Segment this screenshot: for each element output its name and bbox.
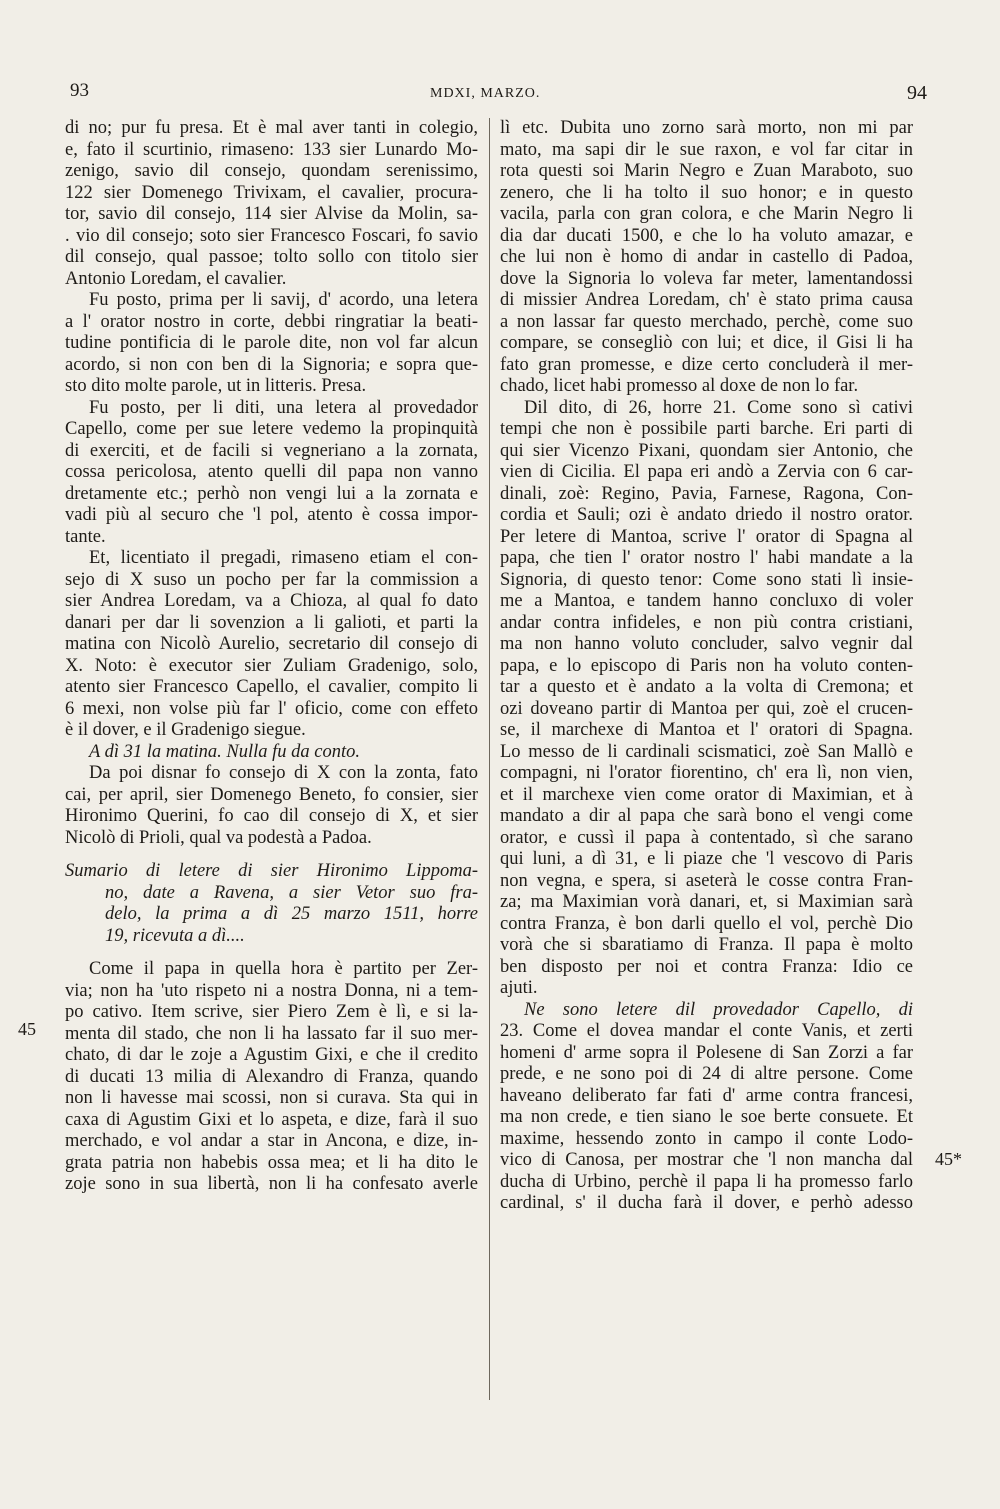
- margin-note-left: 45: [18, 1019, 36, 1039]
- text-line: di missier Andrea Loredam, ch' è stato prima causa: [500, 290, 913, 310]
- text-line: orator, e cussì il papa à contentado, sì che sarano: [500, 827, 913, 848]
- text-line: chado, licet habi promesso al doxe de non lo far.: [500, 376, 859, 396]
- text-line: 6 mexi, non volse più far l' oficio, come con effeto: [65, 698, 478, 719]
- text-line: acordo, si non con ben di la Signoria; e sopra que-: [65, 354, 478, 375]
- right-column: [500, 118, 913, 1215]
- text-line: cossa pericolosa, atento quelli dil papa non vanno: [65, 462, 478, 482]
- text-line: menta dil stado, che non li ha lassato far il suo mer-: [65, 1023, 478, 1044]
- text-line: contra Franza, è bon darli quello el vol, perchè Dio: [500, 913, 913, 934]
- text-line: Dil dito, di 26, horre 21. Come sono sì cativi: [524, 397, 913, 418]
- text-line: rota questi soi Marin Negro e Zuan Maraboto, suo: [500, 161, 913, 181]
- text-line: grata patria non habebis ossa mea; et li ha dito le: [65, 1152, 478, 1173]
- text-line: che lui non è homo di andar in castello di Padoa,: [500, 247, 913, 267]
- text-line: tempi che non è possibile parti barche. Eri parti di: [500, 419, 913, 439]
- section-heading-line: 19, ricevuta a dì....: [105, 925, 245, 946]
- text-line: zoje sono in sua libertà, non li ha confesato averle: [65, 1174, 478, 1194]
- text-line: zenero, che li ha tolto il suo honor; e in questo: [500, 182, 913, 203]
- text-line: vacila, parla con gran colora, e che Marin Negro li: [500, 204, 913, 224]
- text-line: tante.: [65, 526, 106, 547]
- text-line: haveano deliberato far fati d' arme contra francesi,: [500, 1085, 913, 1106]
- text-line: matina con Nicolò Aurelio, secretario dil consejo di: [65, 634, 478, 654]
- text-line: Hironimo Querini, fo cao dil consejo di X, et sier: [65, 806, 478, 826]
- text-line: dove la Signoria lo voleva far meter, lamentandossi: [500, 268, 913, 289]
- text-line: cai, per april, sier Domenego Beneto, fo consier, sier: [65, 784, 478, 805]
- text-line: dretamente etc.; perhò non vengi lui a la zornata e: [65, 483, 478, 504]
- text-line: caxa di Agustim Gixi et lo aspeta, e dize, farà il suo: [65, 1109, 478, 1130]
- text-line: . vio dil consejo; soto sier Francesco Foscari, fo savio: [65, 225, 478, 246]
- text-line: se, il marchexe di Mantoa et l' oratori di Spagna.: [500, 720, 913, 740]
- text-line: di no; pur fu presa. Et è mal aver tanti in colegio,: [65, 118, 478, 138]
- text-line: ma non hanno voluto concluder, salvo vegnir dal: [500, 634, 913, 654]
- text-line: vico di Canosa, per mostrar che 'l non mancha dal: [500, 1150, 913, 1170]
- text-line: ma non crede, e tien siano le soe berte consuete. Et: [500, 1107, 913, 1127]
- left-page-number: 93: [70, 80, 89, 101]
- text-line: po cativo. Item scrive, sier Piero Zem è lì, e si la-: [65, 1002, 478, 1022]
- text-line: mato, ma sapi dir le sue raxon, e vol far citar in: [500, 139, 913, 160]
- text-line: merchado, e vol andar a star in Ancona, e dize, in-: [65, 1131, 478, 1151]
- text-line: papa, e lo episcopo di Paris non ha voluto conten-: [500, 655, 913, 676]
- text-line: sejo di X suso un pocho per far la commission a: [65, 569, 478, 590]
- text-line: tar a questo et è andato a la volta di Cremona; et: [500, 677, 913, 697]
- text-line: Capello, come per sue letere vedemo la propinquità: [65, 419, 478, 439]
- text-line: atento sier Francesco Capello, el cavalier, compito li: [65, 677, 478, 697]
- text-line: 23. Come el dovea mandar el conte Vanis, et zerti: [500, 1021, 913, 1041]
- text-line: zenigo, savio dil consejo, quondam serenissimo,: [65, 161, 478, 181]
- text-line: cordia et Sauli; ozi è andato driedo il nostro orator.: [500, 505, 913, 525]
- text-line: lì etc. Dubita uno zorno sarà morto, non mi par: [500, 118, 913, 138]
- text-line: X. Noto: è executor sier Zuliam Gradenigo, solo,: [65, 655, 478, 676]
- text-line: ozi doveano partir di Mantoa per qui, zoè el crucen-: [500, 698, 913, 719]
- section-heading-line: no, date a Ravena, a sier Vetor suo fra-: [105, 882, 478, 903]
- text-line: sier Andrea Loredam, va a Chioza, al qual fo dato: [65, 591, 478, 611]
- text-line: Come il papa in quella hora è partito per Zer-: [89, 959, 478, 979]
- text-line: dil consejo, qual passoe; tolto sollo con titolo sier: [65, 247, 478, 267]
- margin-note-right: 45*: [935, 1149, 962, 1169]
- text-line: e, fato il scurtinio, rimaseno: 133 sier Lunardo Mo-: [65, 139, 478, 160]
- text-line: è il dover, e il Gradenigo siegue.: [65, 720, 306, 740]
- text-line: homeni d' arme sopra il Polesene di San Zorzi a far: [500, 1042, 913, 1063]
- section-heading-line: Ne sono letere dil provedador Capello, di: [524, 999, 913, 1020]
- text-line: Per letere di Mantoa, scrive l' orator di Spagna al: [500, 526, 913, 547]
- text-line: vorà che si sbaratiamo di Franza. Il papa è molto: [500, 935, 913, 955]
- text-line: cardinal, s' il ducha farà il dover, e perhò adesso: [500, 1193, 913, 1213]
- text-line: a l' orator nostro in corte, debbi ringratiar la beati-: [65, 311, 478, 332]
- text-line: Antonio Loredam, el cavalier.: [65, 268, 287, 289]
- text-line: via; non ha 'uto rispeto ni a nostra Donna, ni a tem-: [65, 980, 478, 1001]
- text-line: dia dar ducati 1500, e che lo ha voluto amazar, e: [500, 225, 913, 246]
- text-line: Fu posto, prima per li savij, d' acordo, una letera: [89, 290, 478, 310]
- text-line: non vegna, e spera, si aseterà le cosse contra Fran-: [500, 870, 913, 891]
- text-line: Et, licentiato il pregadi, rimaseno etiam el con-: [89, 548, 478, 568]
- text-line: qui luni, a dì 31, e li piaze che 'l vescovo di Paris: [500, 849, 913, 869]
- text-line: tor, savio dil consejo, 114 sier Alvise da Molin, sa-: [65, 204, 478, 224]
- text-line: Signoria, di questo tenor: Come sono stati lì insie-: [500, 569, 913, 590]
- section-heading-line: delo, la prima a dì 25 marzo 1511, horre: [105, 904, 478, 924]
- text-line: tudine pontificia di le parole dite, non vol far alcun: [65, 333, 478, 353]
- text-line: non li havesse mai scossi, non si curava. Sta qui in: [65, 1088, 478, 1108]
- text-line: dinali, zoè: Regino, Pavia, Farnese, Ragona, Con-: [500, 483, 913, 504]
- text-line: compare, se consegliò con lui; et dice, il Gisi li ha: [500, 333, 913, 353]
- text-line: danari per dar li sovenzion a li galioti, et parti la: [65, 612, 478, 633]
- text-line: ben disposto per noi et contra Franza: Idio ce: [500, 956, 913, 977]
- text-line: Fu posto, per li diti, una letera al provedador: [89, 397, 478, 418]
- text-line: 122 sier Domenego Trivixam, el cavalier, procura-: [65, 182, 478, 203]
- section-heading-line: Sumario di letere di sier Hironimo Lippoma-: [65, 861, 478, 881]
- column-divider: [489, 118, 490, 1400]
- text-line: di ducati 13 milia di Alexandro di Franza, quando: [65, 1066, 478, 1087]
- text-line: fato gran promesse, e dize certo concluderà il mer-: [500, 354, 913, 375]
- text-line: andar contra infideles, e non più contra cristiani,: [500, 612, 913, 633]
- text-line: chato, di dar le zoje a Agustim Gixi, e che il credito: [65, 1045, 478, 1065]
- text-line: sto dito molte parole, ut in litteris. Presa.: [65, 376, 367, 396]
- text-line: di exerciti, et de facili si vegneriano a la zornata,: [65, 440, 478, 461]
- text-line: et il marchexe vien come orator di Maximian, et à: [500, 784, 913, 805]
- text-line: ajuti.: [500, 978, 538, 998]
- text-line: a non lassar far questo merchado, perchè, come suo: [500, 311, 913, 332]
- text-line: qui sier Vicenzo Pixani, quondam sier Antonio, che: [500, 440, 913, 461]
- text-line: Nicolò di Prioli, qual va podestà a Padoa.: [65, 827, 372, 848]
- text-line: maxime, hessendo zonto in campo il conte Lodo-: [500, 1128, 913, 1149]
- text-line: vadi più al securo che 'l pol, atento è cossa impor-: [65, 505, 478, 525]
- text-line: ducha di Urbino, perchè il papa li ha promesso farlo: [500, 1171, 913, 1192]
- text-line: A dì 31 la matina. Nulla fu da conto.: [89, 741, 360, 762]
- running-header: MDXI, MARZO.: [430, 86, 541, 101]
- text-line: Lo messo de li cardinali scismatici, zoè San Mallò e: [500, 741, 913, 762]
- text-line: vien di Cicilia. El papa eri andò a Zervia con 6 car-: [500, 462, 913, 482]
- text-line: mandato a dir al papa che sarà bono el vengi come: [500, 806, 913, 826]
- right-page-number: 94: [907, 82, 927, 104]
- text-line: compagni, ni l'orator fiorentino, ch' era lì, non vien,: [500, 763, 913, 783]
- left-column: [65, 118, 478, 1196]
- text-line: papa, che tien l' orator nostro l' habi mandate a la: [500, 548, 913, 568]
- text-line: prede, e ne sono poi di 24 di altre persone. Come: [500, 1064, 913, 1084]
- text-line: za; ma Maximian vorà danari, et, si Maximian sarà: [500, 892, 913, 912]
- text-line: Da poi disnar fo consejo di X con la zonta, fato: [89, 763, 478, 783]
- text-line: me a Mantoa, e tandem hanno concluxo di voler: [500, 591, 913, 611]
